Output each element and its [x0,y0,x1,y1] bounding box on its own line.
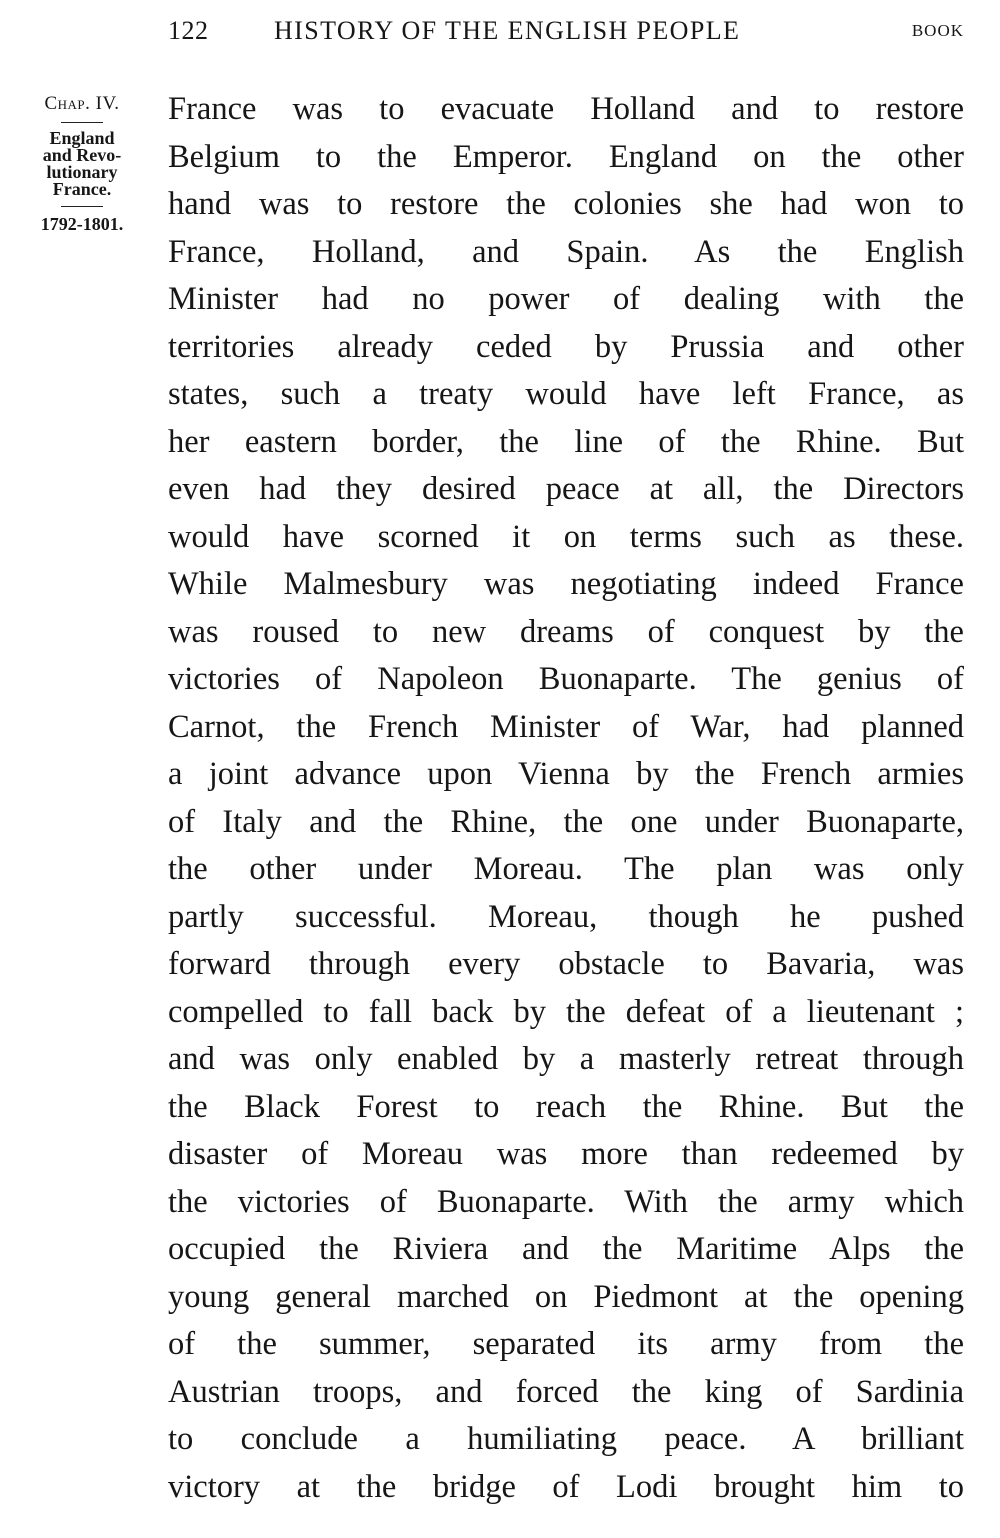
text-line: and was only enabled by a masterly retreat through [168,1041,964,1077]
text-line: occupied the Riviera and the Maritime Alps the [168,1231,964,1267]
text-line: disaster of Moreau was more than redeemed by [168,1136,964,1172]
text-line: the Black Forest to reach the Rhine. But the [168,1088,964,1125]
text-line: Carnot, the French Minister of War, had planned [168,708,964,745]
text-line: the other under Moreau. The plan was only [168,851,964,887]
text-line: partly successful. Moreau, though he pushed [168,898,964,935]
text-line: was roused to new dreams of conquest by the [168,613,964,650]
text-line: While Malmesbury was negotiating indeed France [168,566,964,602]
text-line: young general marched on Piedmont at the opening [168,1278,964,1315]
text-line: compelled to fall back by the defeat of a lieutenant ; [168,993,964,1030]
margin-divider [61,122,103,123]
book-label: BOOK [911,21,964,40]
text-line: her eastern border, the line of the Rhine. But [168,423,964,460]
text-line: of the summer, separated its army from the [168,1326,964,1362]
text-line: victories of Napoleon Buonaparte. The genius of [168,661,964,697]
text-line: forward through every obstacle to Bavaria, was [168,946,964,982]
body-text [168,86,964,1511]
date-range: 1792-1801. [40,214,124,234]
text-line: the victories of Buonaparte. With the army which [168,1183,964,1220]
page-number: 122 [168,16,209,45]
text-line: Minister had no power of dealing with the [168,281,964,317]
text-line: even had they desired peace at all, the Directors [168,471,964,507]
text-line: France was to evacuate Holland and to restore [168,91,964,127]
text-line: victory at the bridge of Lodi brought him to [168,1468,964,1505]
text-line: Belgium to the Emperor. England on the other [168,138,964,175]
running-title: HISTORY OF THE ENGLISH PEOPLE [274,16,741,45]
text-line: a joint advance upon Vienna by the French armies [168,756,964,792]
text-line: to conclude a humiliating peace. A brilliant [168,1421,964,1457]
text-line: would have scorned it on terms such as these. [168,518,964,555]
text-line: territories already ceded by Prussia and other [168,328,964,365]
text-line: France, Holland, and Spain. As the English [168,233,964,270]
text-line: hand was to restore the colonies she had won to [168,186,964,222]
text-line: of Italy and the Rhine, the one under Buonaparte, [168,803,964,840]
page-header [168,16,964,52]
margin-notes [18,94,146,234]
text-line: states, such a treaty would have left France, as [168,376,964,412]
text-line: Austrian troops, and forced the king of Sardinia [168,1373,964,1410]
margin-divider [61,206,103,207]
section-title: England and Revo- lutionary France. [42,128,122,199]
chapter-label: Chap. IV. [44,93,120,114]
